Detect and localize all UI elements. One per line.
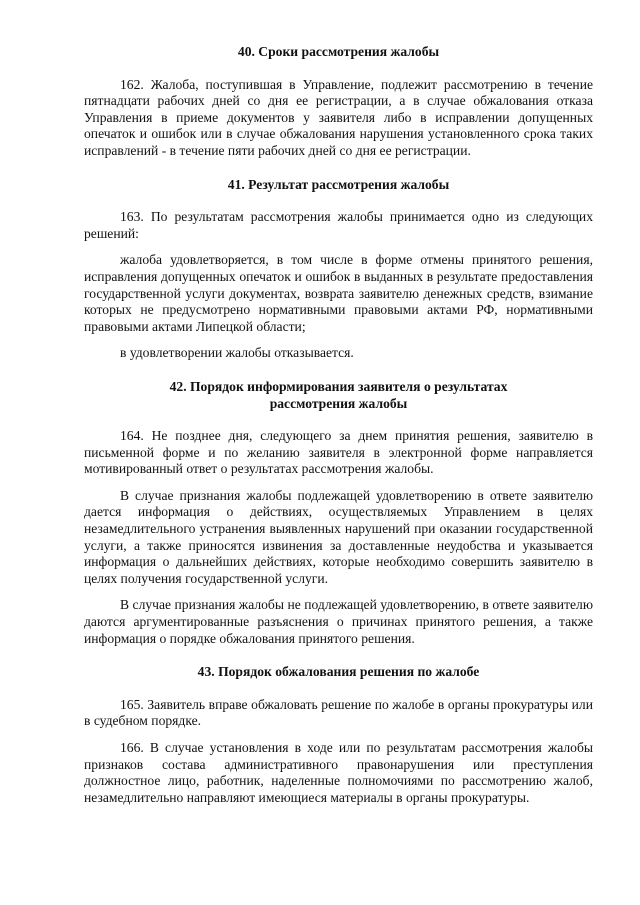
- section-42-heading-line-2: рассмотрения жалобы: [269, 395, 408, 411]
- paragraph-166: 166. В случае установления в ходе или по результатам рассмотрения жалобы признаков состава административного правонарушения или преступления должностное лицо, работник, наделенные полномочиями по рассмотрению жалоб, незамедлительно направляют имеющиеся материалы в органы прокуратуры.: [84, 740, 593, 805]
- section-43-heading: 43. Порядок обжалования решения по жалобе: [197, 664, 480, 680]
- paragraph-163: 163. По результатам рассмотрения жалобы принимается одно из следующих решений:: [84, 209, 593, 241]
- paragraph-164-satisfied: В случае признания жалобы подлежащей удовлетворению в ответе заявителю дается информация о действиях, осуществляемых Управлением в целях незамедлительного устранения выявленных нарушений при оказании государственной услуги, а также приносятся извинения за доставленные неудобства и указывается информация о дальнейших действиях, которые необходимо совершить заявителю в целях получения государственной услуги.: [84, 487, 593, 586]
- paragraph-163-option-1: жалоба удовлетворяется, в том числе в форме отмены принятого решения, исправления допущенных опечаток и ошибок в выданных в результате предоставления государственной услуги документах, возврата заявителю денежных средств, взимание которых не предусмотрено нормативными правовыми актами РФ, нормативными правовыми актами Липецкой области;: [84, 252, 593, 334]
- paragraph-164-rejected: В случае признания жалобы не подлежащей удовлетворению, в ответе заявителю даются аргументированные разъяснения о причинах принятого решения, а также информация о порядке обжалования принятого решения.: [84, 597, 593, 646]
- section-40-heading: 40. Сроки рассмотрения жалобы: [237, 44, 440, 59]
- section-42-heading-line-1: 42. Порядок информирования заявителя о результатах: [169, 378, 508, 394]
- paragraph-165: 165. Заявитель вправе обжаловать решение по жалобе в органы прокуратуры или в судебном порядке.: [84, 696, 593, 729]
- paragraph-162: 162. Жалоба, поступившая в Управление, подлежит рассмотрению в течение пятнадцати рабочих дней со дня ее регистрации, а в случае обжалования отказа Управления в приеме документов у заявителя либо в исправлении допущенных опечаток и ошибок или в случае обжалования нарушения установленного срока таких исправлений - в течение пяти рабочих дней со дня ее регистрации.: [84, 76, 593, 158]
- paragraph-163-option-2: в удовлетворении жалобы отказывается.: [120, 345, 354, 361]
- section-42-heading: [84, 379, 593, 412]
- section-41-heading: 41. Результат рассмотрения жалобы: [227, 176, 450, 192]
- paragraph-164: 164. Не позднее дня, следующего за днем принятия решения, заявителю в письменной форме и по желанию заявителя в электронной форме направляется мотивированный ответ о результатах рассмотрения жалобы.: [84, 428, 593, 477]
